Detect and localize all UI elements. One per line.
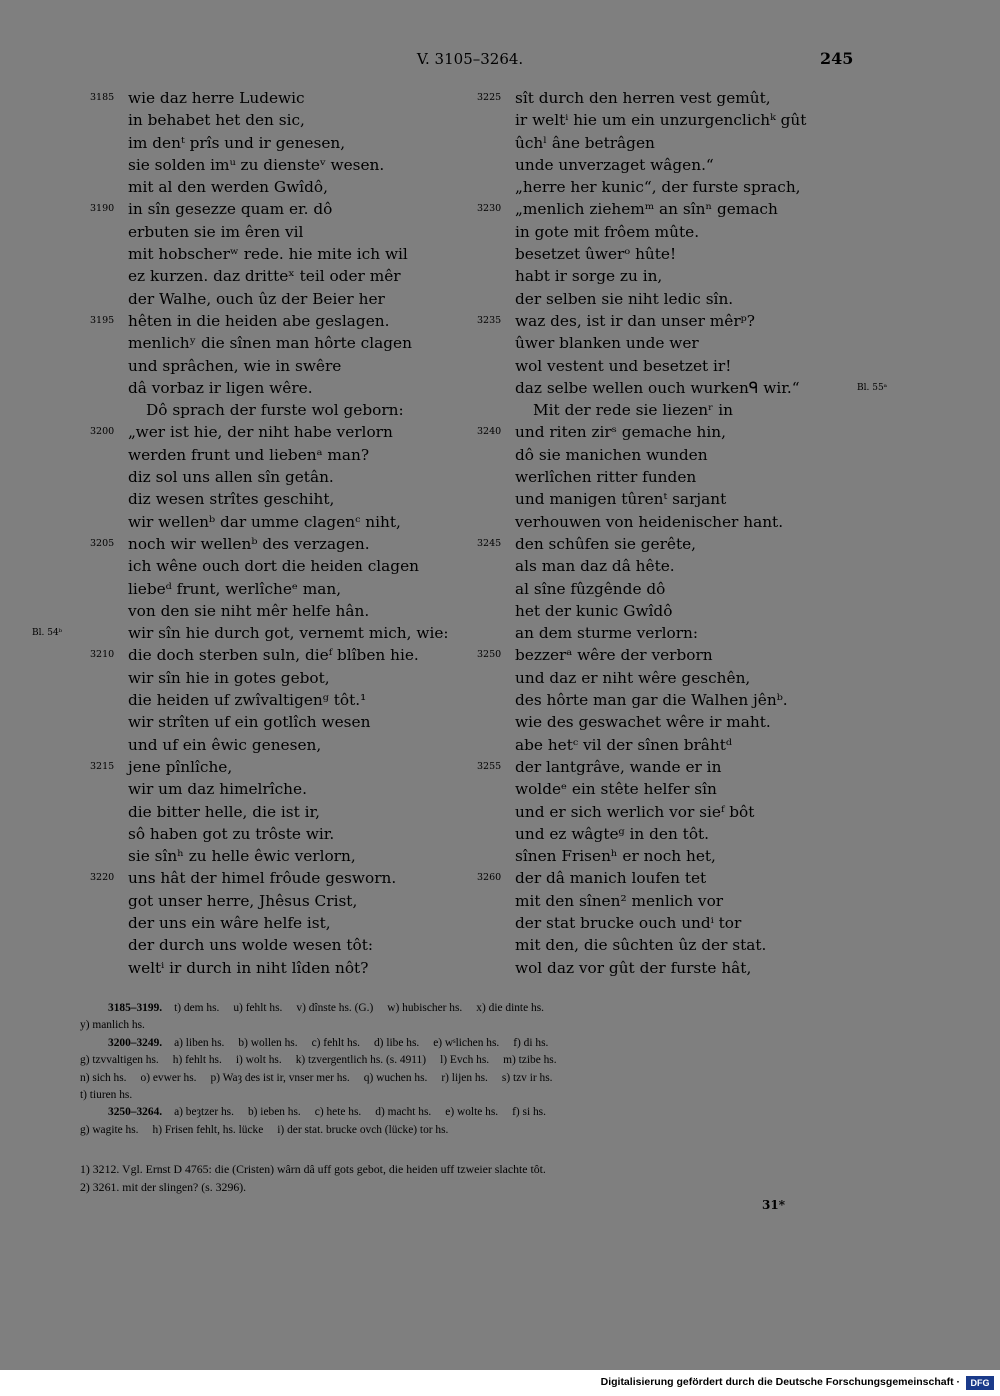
verse-text: mit al den werden Gwîdô,: [128, 178, 328, 197]
verse-number: 3260: [477, 872, 502, 884]
verse-line: [128, 711, 468, 733]
apparatus-entry: a) liben hs.: [174, 1036, 225, 1049]
verse-line: [515, 444, 855, 466]
verse-text: ir weltⁱ hie um ein unzurgenclichᵏ gût: [515, 111, 807, 130]
verse-text: in sîn gesezze quam er. dô: [128, 200, 333, 219]
apparatus-entry: w) hubischer hs.: [387, 1002, 463, 1014]
verse-line: [515, 488, 855, 510]
verse-line: [128, 221, 468, 243]
verse-text: im denᵗ prîs und ir genesen,: [128, 133, 346, 152]
verse-text: uns hât der himel frôude gesworn.: [128, 869, 397, 888]
verse-line: [515, 555, 855, 577]
apparatus-entry: b) ieben hs.: [247, 1106, 301, 1119]
verse-line: [90, 867, 468, 889]
apparatus-entry: c) fehlt hs.: [311, 1036, 360, 1049]
verse-number: 3190: [90, 203, 115, 215]
verse-line: [515, 243, 855, 265]
verse-number: 3255: [477, 760, 502, 772]
apparatus-entry: t) dem hs.: [174, 1002, 220, 1014]
verse-line: [515, 399, 855, 421]
verse-line: [477, 644, 855, 666]
verse-number: 3220: [90, 872, 115, 884]
verse-text: al sîne fûzgênde dô: [515, 579, 666, 598]
apparatus-row: [80, 1035, 850, 1052]
verse-text: als man daz dâ hête.: [515, 557, 675, 576]
verse-text: „menlich ziehemᵐ an sînⁿ gemach: [515, 200, 778, 219]
footnote: 2) 3261. mit der slingen? (s. 3296).: [80, 1179, 247, 1194]
verse-number: 3245: [477, 537, 502, 549]
verse-line: [128, 265, 468, 287]
verse-line: [128, 332, 468, 354]
apparatus-entry: n) sich hs.: [80, 1071, 127, 1084]
verse-text: und sprâchen, wie in swêre: [128, 356, 342, 375]
verse-text: wol vestent und besetzet ir!: [515, 356, 732, 375]
apparatus-entry: d) macht hs.: [375, 1106, 432, 1119]
dfg-logo: DFG: [966, 1376, 994, 1390]
printer-signature: 31*: [762, 1198, 785, 1212]
verse-text: die bitter helle, die ist ir,: [128, 802, 321, 821]
verse-text: besetzet ûwerᵒ hûte!: [515, 245, 677, 264]
verse-line: [515, 109, 855, 131]
apparatus-row: [80, 1104, 850, 1121]
verse-text: woldeᵉ ein stête helfer sîn: [515, 780, 717, 799]
verse-line: [515, 355, 855, 377]
verse-text: wie daz herre Ludewic: [128, 89, 305, 107]
verse-text: der dâ manich loufen tet: [515, 869, 707, 888]
left-verse-column: [32, 87, 468, 979]
apparatus-row: [80, 1052, 850, 1069]
verse-text: an dem sturme verlorn:: [515, 624, 699, 643]
apparatus-entry: s) tzv ir hs.: [501, 1071, 553, 1084]
verse-number: 3215: [90, 760, 115, 772]
verse-text: sît durch den herren vest gemût,: [515, 89, 771, 107]
verse-text: weltⁱ ir durch in niht lîden nôt?: [128, 958, 369, 977]
footer-credit: Digitalisierung gefördert durch die Deutsche Forschungsgemeinschaft ·: [600, 1376, 960, 1388]
verse-line: [128, 132, 468, 154]
verse-text: sie sînʰ zu helle êwic verlorn,: [128, 847, 356, 866]
footnotes: [80, 1161, 860, 1196]
verse-text: mit hobscherʷ rede. hie mite ich wil: [128, 245, 408, 264]
verse-text: sie solden imᵘ zu diensteᵛ wesen.: [128, 155, 385, 174]
verse-line: [515, 890, 855, 912]
apparatus-row: [80, 1070, 850, 1087]
verse-line: [515, 778, 855, 800]
verse-text: noch wir wellenᵇ des verzagen.: [128, 534, 370, 553]
verse-line: [477, 87, 855, 109]
verse-text: unde unverzaget wâgen.“: [515, 155, 714, 174]
verse-line: [515, 265, 855, 287]
verse-line: [128, 444, 468, 466]
verse-text: der durch uns wolde wesen tôt:: [128, 936, 373, 955]
apparatus-entry: p) Waȝ des ist ir, vnser mer hs.: [210, 1071, 350, 1084]
verse-text: des hôrte man gar die Walhen jênᵇ.: [515, 691, 788, 710]
verse-line: [477, 421, 855, 443]
apparatus-entry: h) fehlt hs.: [172, 1054, 222, 1067]
verse-text: in behabet het den sic,: [128, 111, 305, 130]
apparatus-entry: r) lijen hs.: [441, 1071, 488, 1084]
verse-text: von den sie niht mêr helfe hân.: [128, 601, 370, 620]
verse-line: [128, 600, 468, 622]
apparatus-entry: g) wagite hs.: [80, 1123, 139, 1136]
verse-line: [128, 511, 468, 533]
verse-line: [90, 198, 468, 220]
verse-text: Dô sprach der furste wol geborn:: [146, 401, 404, 420]
verse-text: jene pînlîche,: [128, 757, 233, 776]
apparatus-entry: x) die dinte hs.: [476, 1002, 544, 1014]
verse-text: mit den sînen² menlich vor: [515, 891, 724, 910]
verse-text: erbuten sie im êren vil: [128, 222, 304, 241]
verse-line: [128, 823, 468, 845]
verse-line: [515, 934, 855, 956]
apparatus-range: 3200–3249.: [108, 1036, 163, 1049]
apparatus-entry: m) tzibe hs.: [503, 1054, 557, 1067]
verse-line: [128, 578, 468, 600]
verse-text: der lantgrâve, wande er in: [515, 757, 722, 776]
verse-line: [515, 332, 855, 354]
verse-line: [128, 555, 468, 577]
folio-marker: Bl. 55ᵃ: [857, 382, 888, 393]
apparatus-entry: d) libe hs.: [373, 1036, 420, 1049]
verse-line: [128, 355, 468, 377]
verse-text: wir sîn hie in gotes gebot,: [128, 668, 330, 687]
verse-text: ûchˡ âne betrâgen: [515, 133, 655, 152]
verse-number: 3230: [477, 203, 502, 215]
verse-number: 3185: [90, 92, 115, 103]
verse-text: und riten zirˢ gemache hin,: [515, 423, 727, 442]
verse-line: [128, 934, 468, 956]
verse-text: „wer ist hie, der niht habe verlorn: [128, 423, 393, 442]
verse-line: [90, 421, 468, 443]
verse-line: [90, 87, 468, 109]
apparatus-row: [80, 1000, 850, 1017]
verse-line: [477, 756, 855, 778]
verse-line: [128, 912, 468, 934]
verse-line: [515, 667, 855, 689]
verse-text: menlichʸ die sînen man hôrte clagen: [128, 334, 412, 353]
critical-apparatus: [80, 1000, 850, 1139]
apparatus-entry: a) beȝtzer hs.: [174, 1106, 234, 1119]
verse-number: 3210: [90, 649, 115, 661]
footnote: 1) 3212. Vgl. Ernst D 4765: die (Cristen) wârn dâ uff gots gebot, die heiden uff tzweier slachte tôt.: [80, 1162, 546, 1176]
verse-line: [90, 310, 468, 332]
verse-line: [128, 243, 468, 265]
apparatus-entry: f) si hs.: [512, 1106, 546, 1119]
verse-line: [515, 689, 855, 711]
apparatus-entry: h) Frisen fehlt, hs. lücke: [152, 1123, 264, 1136]
verse-text: diz sol uns allen sîn getân.: [128, 468, 334, 487]
apparatus-entry: e) wˢlichen hs.: [433, 1036, 500, 1049]
verse-text: dâ vorbaz ir ligen wêre.: [128, 378, 313, 397]
verse-text: sînen Frisenʰ er noch het,: [515, 847, 716, 866]
verse-text: liebeᵈ frunt, werlîcheᵉ man,: [128, 579, 342, 598]
verse-line: [128, 778, 468, 800]
verse-line: [90, 756, 468, 778]
verse-text: wir um daz himelrîche.: [128, 780, 307, 799]
verse-line: [515, 823, 855, 845]
footer-bar: [0, 1370, 1000, 1396]
verse-text: werlîchen ritter funden: [515, 468, 697, 487]
apparatus-entry: i) wolt hs.: [235, 1054, 282, 1067]
apparatus-entry: l) Evch hs.: [440, 1054, 490, 1067]
apparatus-entry: y) manlich hs.: [80, 1019, 145, 1032]
apparatus-entry: g) tzvvaltigen hs.: [80, 1054, 159, 1067]
apparatus-entry: b) wollen hs.: [238, 1036, 298, 1049]
verse-text: waz des, ist ir dan unser mêrᵖ?: [515, 311, 755, 330]
verse-number: 3200: [90, 426, 115, 438]
verse-text: den schûfen sie gerête,: [515, 534, 697, 553]
verse-text: ûwer blanken unde wer: [515, 334, 699, 353]
verse-line: [128, 154, 468, 176]
verse-line: [515, 511, 855, 533]
right-verse-column: [477, 87, 888, 979]
verse-text: wol daz vor gût der furste hât,: [515, 958, 752, 977]
verse-line: [515, 132, 855, 154]
verse-text: sô haben got zu trôste wir.: [128, 824, 335, 843]
apparatus-row: [80, 1087, 850, 1104]
verse-line: [515, 622, 855, 644]
verse-line: [515, 711, 855, 733]
verse-text: Mit der rede sie liezenʳ in: [533, 401, 734, 420]
verse-line: [515, 801, 855, 823]
verse-text: bezzerᵃ wêre der verborn: [515, 646, 713, 665]
verse-text: und er sich werlich vor sieᶠ bôt: [515, 802, 755, 821]
verse-line: [515, 600, 855, 622]
verse-line: [515, 288, 855, 310]
verse-text: wir strîten uf ein gotlîch wesen: [128, 713, 371, 732]
apparatus-entry: q) wuchen hs.: [363, 1071, 428, 1084]
verse-text: der selben sie niht ledic sîn.: [515, 289, 734, 308]
verse-line: [515, 221, 855, 243]
verse-line: [477, 533, 855, 555]
verse-text: der uns ein wâre helfe ist,: [128, 913, 331, 932]
verse-number: 3225: [477, 92, 502, 103]
verse-text: die doch sterben suln, dieᶠ blîben hie.: [128, 646, 419, 665]
folio-marker: Bl. 54ᵇ: [32, 628, 63, 639]
verse-text: die heiden uf zwîvaltigenᵍ tôt.¹: [128, 691, 367, 710]
verse-line: [128, 488, 468, 510]
verse-text: und daz er niht wêre geschên,: [515, 668, 751, 687]
apparatus-entry: f) di hs.: [513, 1036, 549, 1049]
verse-line: [32, 622, 468, 644]
verse-text: hêten in die heiden abe geslagen.: [128, 311, 390, 330]
verse-line: [128, 890, 468, 912]
apparatus-range: 3250–3264.: [108, 1106, 163, 1119]
verse-text: wir wellenᵇ dar umme clagenᶜ niht,: [128, 512, 401, 531]
verse-text: mit den, die sûchten ûz der stat.: [515, 936, 767, 955]
verse-number: 3250: [477, 649, 502, 661]
apparatus-entry: t) tiuren hs.: [80, 1089, 133, 1102]
verse-text: und manigen tûrenᵗ sarjant: [515, 490, 727, 509]
page-number: 245: [820, 49, 854, 68]
verse-text: und ez wâgteᵍ in den tôt.: [515, 824, 710, 843]
verse-number: 3195: [90, 314, 115, 326]
verse-line: [515, 377, 888, 399]
verse-line: [515, 734, 855, 756]
verse-line: [128, 845, 468, 867]
verse-text: habt ir sorge zu in,: [515, 267, 663, 286]
verse-text: ich wêne ouch dort die heiden clagen: [128, 557, 419, 576]
verse-text: „herre her kunic“, der furste sprach,: [515, 178, 801, 197]
apparatus-entry: o) evwer hs.: [140, 1071, 197, 1084]
verse-line: [515, 912, 855, 934]
apparatus-entry: e) wolte hs.: [445, 1106, 499, 1119]
verse-line: [128, 288, 468, 310]
verse-line: [477, 198, 855, 220]
verse-line: [128, 109, 468, 131]
verse-number: 3235: [477, 314, 502, 326]
verse-line: [515, 845, 855, 867]
verse-text: in gote mit frôem mûte.: [515, 222, 700, 241]
apparatus-entry: i) der stat. brucke ovch (lücke) tor hs.: [277, 1123, 449, 1136]
verse-line: [515, 466, 855, 488]
verse-number: 3205: [90, 537, 115, 549]
apparatus-row: [80, 1122, 850, 1139]
verse-line: [128, 689, 468, 711]
apparatus-entry: c) hete hs.: [314, 1106, 362, 1119]
verse-line: [128, 176, 468, 198]
verse-line: [128, 399, 468, 421]
apparatus-range: 3185–3199.: [108, 1002, 163, 1014]
verse-text: diz wesen strîtes geschiht,: [128, 490, 335, 509]
verse-line: [128, 377, 468, 399]
verse-text: abe hetᶜ vil der sînen brâhtᵈ: [515, 735, 733, 754]
verse-text: wie des geswachet wêre ir maht.: [515, 713, 771, 732]
verse-text: der Walhe, ouch ûz der Beier her: [128, 289, 385, 308]
apparatus-entry: u) fehlt hs.: [233, 1002, 283, 1014]
verse-number: 3240: [477, 426, 502, 438]
apparatus-row: [80, 1017, 850, 1034]
apparatus-entry: k) tzvergentlich hs. (s. 4911): [295, 1054, 427, 1067]
verse-text: daz selbe wellen ouch wurkenᑫ wir.“: [515, 378, 800, 397]
verse-text: der stat brucke ouch undⁱ tor: [515, 913, 742, 932]
verse-text: ez kurzen. daz dritteˣ teil oder mêr: [128, 267, 401, 286]
verse-text: und uf ein êwic genesen,: [128, 735, 322, 754]
verse-line: [515, 176, 855, 198]
verse-line: [90, 533, 468, 555]
verse-line: [128, 466, 468, 488]
verse-text: het der kunic Gwîdô: [515, 601, 673, 620]
verse-line: [477, 310, 855, 332]
verse-text: werden frunt und liebenᵃ man?: [128, 445, 370, 464]
verse-line: [515, 578, 855, 600]
verse-text: got unser herre, Jhêsus Crist,: [128, 891, 358, 910]
verse-line: [477, 867, 855, 889]
verse-line: [128, 734, 468, 756]
apparatus-entry: v) dînste hs. (G.): [296, 1002, 374, 1014]
verse-line: [515, 154, 855, 176]
verse-line: [128, 667, 468, 689]
verse-line: [515, 957, 855, 979]
verse-line: [90, 644, 468, 666]
verse-text: dô sie manichen wunden: [515, 445, 708, 464]
verse-text: verhouwen von heidenischer hant.: [515, 512, 784, 531]
verse-text: wir sîn hie durch got, vernemt mich, wie:: [128, 624, 449, 643]
verse-line: [128, 957, 468, 979]
verse-line: [128, 801, 468, 823]
running-title: V. 3105–3264.: [416, 50, 524, 68]
